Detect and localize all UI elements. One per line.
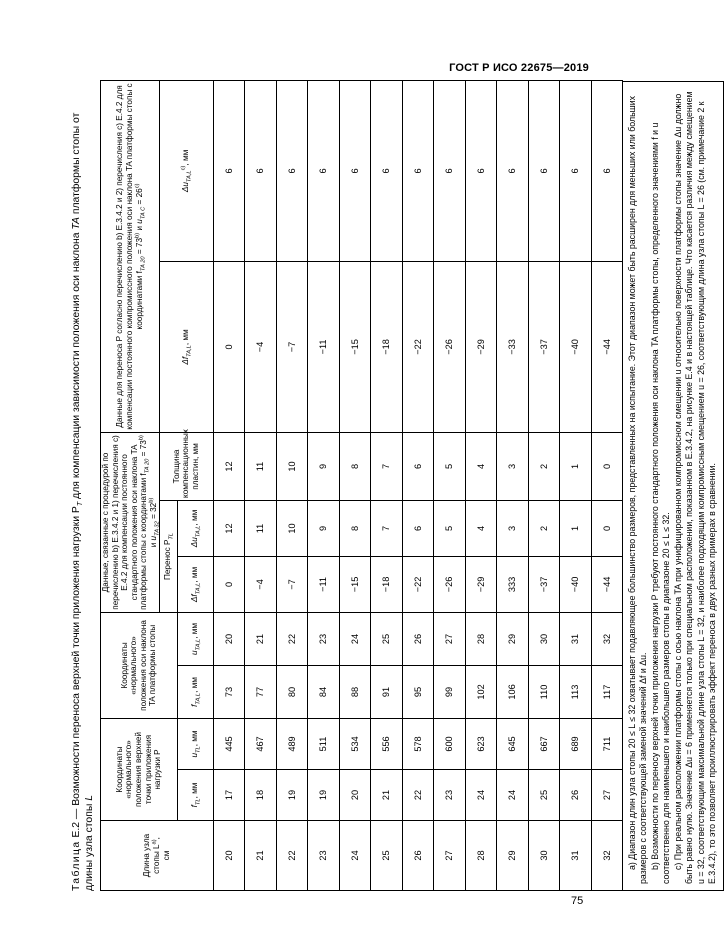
table-cell: 2: [528, 500, 560, 556]
table-cell: 24: [339, 821, 371, 891]
table-cell: 25: [528, 770, 560, 821]
data-table: [100, 80, 623, 891]
table-row: [528, 80, 560, 890]
note-a: a) Диапазон длин узла стопы 20 ≤ L ≤ 32 охватывает подавляющее большинство размеров, представленных на испытание. Этот диапазон может быть расширен для меньших или больших размеров с соответствующей заменой значений Δf и Δu.: [627, 95, 649, 884]
table-cell: 445: [213, 718, 245, 769]
table-cell: 8: [339, 500, 371, 556]
table-cell: −29: [465, 261, 497, 432]
header-alternative-group: Данные для переноса P согласно перечислению b) Е.3.4.2 и 2) перечисления c) Е.4.2 для компенсации постоянного компромиссного положения оси наклона TA платформы стопы с координатами $f_{TA 20} = 73^{b)}$ и $u_{TA C} = 26^{c)}$: [101, 80, 160, 432]
table-cell: 623: [465, 718, 497, 769]
table-cell: 3: [497, 432, 529, 500]
table-cell: 11: [245, 500, 277, 556]
table-cell: 27: [434, 612, 466, 665]
table-cell: 2: [528, 432, 560, 500]
table-cell: 578: [402, 718, 434, 769]
table-row: [402, 80, 434, 890]
table-cell: 6: [591, 80, 623, 261]
table-cell: 26: [402, 612, 434, 665]
table-cell: −11: [308, 261, 340, 432]
table-row: [213, 80, 245, 890]
table-cell: 711: [591, 718, 623, 769]
table-cell: 0: [213, 556, 245, 612]
table-cell: 9: [308, 500, 340, 556]
table-cell: 26: [402, 821, 434, 891]
table-notes: [623, 81, 724, 891]
table-cell: 467: [245, 718, 277, 769]
table-cell: 6: [339, 80, 371, 261]
table-cell: 25: [371, 612, 403, 665]
header-delta-f: $\Delta f_{TA,L}$, мм: [177, 556, 213, 612]
table-row: [465, 80, 497, 890]
table-cell: −37: [528, 556, 560, 612]
note-c: c) При реальном расположении платформы стопы с осью наклона TA при унифицированном компромиссном смещении u относительно поверхности платформы стопы значение Δu должно быть равно нулю. Значение Δu = 6 применяется только при специальном расположении, показанном в Е.3.4.2, на рисунке Е.4 и в настоящей таблице. Что касается различия между смещением u = 32, соответствующим максимальной длине узла стопы L = 32, и наиболее подходящим компромиссным смещением u = 26, соответствующим длина узла стопы L = 26 (см. примечание 2 к Е.3.4.2), то это позволяет проиллюстрировать эффект переноса в двух разных примерах в сравнении.: [672, 91, 717, 884]
table-cell: 6: [213, 80, 245, 261]
table-cell: 10: [276, 432, 308, 500]
table-cell: 117: [591, 665, 623, 718]
table-cell: 5: [434, 432, 466, 500]
table-cell: 23: [308, 612, 340, 665]
table-cell: 31: [560, 612, 592, 665]
table-cell: 600: [434, 718, 466, 769]
table-row: [371, 80, 403, 890]
header-delta-f-alt: $\Delta f_{TA,L}$, мм: [159, 261, 213, 432]
table-cell: 106: [497, 665, 529, 718]
table-cell: 25: [371, 821, 403, 891]
table-cell: 6: [497, 80, 529, 261]
table-cell: −4: [245, 556, 277, 612]
table-cell: 11: [245, 432, 277, 500]
table-cell: 6: [371, 80, 403, 261]
table-cell: 22: [276, 612, 308, 665]
table-cell: −40: [560, 261, 592, 432]
table-cell: 80: [276, 665, 308, 718]
table-cell: 0: [591, 500, 623, 556]
table-cell: 32: [591, 821, 623, 891]
table-cell: 534: [339, 718, 371, 769]
table-cell: 511: [308, 718, 340, 769]
table-cell: 91: [371, 665, 403, 718]
table-cell: −4: [245, 261, 277, 432]
header-procedure-group: Данные, связанные с процедурой по перечислению b) Е.3.4.2 и 1) перечисления c) Е.4.2 для компенсации постоянного стандартного положения оси наклона TA платформы стопы с координатами $f_{TA 20} = 73^{b)}$ и $u_{TA 32} = 32^{b)}$: [101, 432, 160, 612]
header-fTA: $f_{TA,L}$, мм: [177, 665, 213, 718]
table-cell: 20: [213, 821, 245, 891]
table-cell: 667: [528, 718, 560, 769]
header-transfer: Перенос $P_{TL}$: [159, 500, 177, 612]
header-length: Длина узла стопы $L^{a)}$, см: [101, 821, 214, 891]
table-cell: 1: [560, 432, 592, 500]
table-cell: 99: [434, 665, 466, 718]
header-uTA: $u_{TA,L}$, мм: [177, 612, 213, 665]
table-row: [497, 80, 529, 890]
table-row: [339, 80, 371, 890]
table-cell: 689: [560, 718, 592, 769]
table-cell: 6: [402, 432, 434, 500]
table-cell: 6: [308, 80, 340, 261]
table-cell: 556: [371, 718, 403, 769]
table-cell: −33: [497, 261, 529, 432]
table-cell: 17: [213, 770, 245, 821]
table-cell: 30: [528, 821, 560, 891]
table-cell: −15: [339, 556, 371, 612]
table-cell: −7: [276, 556, 308, 612]
table-cell: 95: [402, 665, 434, 718]
table-cell: −37: [528, 261, 560, 432]
table-cell: 6: [434, 80, 466, 261]
table-cell: 31: [560, 821, 592, 891]
table-row: [245, 80, 277, 890]
table-cell: 24: [497, 770, 529, 821]
table-cell: 0: [213, 261, 245, 432]
rotated-table-region: [70, 81, 717, 891]
table-row: [591, 80, 623, 890]
table-cell: 7: [371, 500, 403, 556]
note-b: b) Возможности по переносу верхней точки приложения нагрузки P требуют постоянного стандартного положения оси наклона TA платформы стопы, определенного значениями f и u соответственно для наименьшего и наибольшего размеров стопы в диапазоне 20 ≤ L ≤ 32.: [649, 122, 672, 884]
table-cell: 10: [276, 500, 308, 556]
table-cell: 20: [213, 612, 245, 665]
table-cell: −44: [591, 261, 623, 432]
table-cell: 5: [434, 500, 466, 556]
table-cell: 88: [339, 665, 371, 718]
table-cell: 6: [402, 80, 434, 261]
table-cell: 113: [560, 665, 592, 718]
header-fTL: $f_{TL}$, мм: [177, 770, 213, 821]
table-cell: −44: [591, 556, 623, 612]
table-cell: 6: [276, 80, 308, 261]
table-cell: 3: [497, 500, 529, 556]
table-cell: 22: [276, 821, 308, 891]
table-row: [276, 80, 308, 890]
table-cell: 23: [434, 770, 466, 821]
table-caption: Таблица Е.2 — Возможности переноса верхней точки приложения нагрузки $P_T$ для компенсации зависимости положения оси наклона TA платформы стопы от длины узла стопы L: [71, 112, 95, 891]
table-cell: 9: [308, 432, 340, 500]
table-row: [560, 80, 592, 890]
standard-header: ГОСТ Р ИСО 22675—2019: [449, 62, 589, 74]
table-cell: 20: [339, 770, 371, 821]
table-cell: 24: [339, 612, 371, 665]
table-cell: 489: [276, 718, 308, 769]
table-cell: 29: [497, 821, 529, 891]
table-cell: 21: [245, 612, 277, 665]
table-cell: 24: [465, 770, 497, 821]
header-delta-u-alt: $\Delta u_{TA,L}^{c)}$, мм: [159, 80, 213, 261]
table-cell: 4: [465, 432, 497, 500]
table-cell: 21: [371, 770, 403, 821]
table-cell: 6: [245, 80, 277, 261]
header-uTL: $u_{TL}$, мм: [177, 718, 213, 769]
table-cell: 0: [591, 432, 623, 500]
table-cell: 30: [528, 612, 560, 665]
table-cell: −40: [560, 556, 592, 612]
table-cell: −11: [308, 556, 340, 612]
table-cell: 19: [276, 770, 308, 821]
table-cell: 6: [465, 80, 497, 261]
table-cell: 26: [560, 770, 592, 821]
table-cell: 1: [560, 500, 592, 556]
table-cell: 110: [528, 665, 560, 718]
table-cell: 12: [213, 432, 245, 500]
table-row: [308, 80, 340, 890]
table-cell: −18: [371, 261, 403, 432]
table-cell: 6: [528, 80, 560, 261]
table-cell: 6: [402, 500, 434, 556]
table-cell: −22: [402, 556, 434, 612]
table-cell: 84: [308, 665, 340, 718]
table-cell: 18: [245, 770, 277, 821]
table-cell: −7: [276, 261, 308, 432]
table-cell: 73: [213, 665, 245, 718]
table-cell: −26: [434, 261, 466, 432]
table-cell: −26: [434, 556, 466, 612]
table-cell: 4: [465, 500, 497, 556]
table-cell: −29: [465, 556, 497, 612]
table-cell: 8: [339, 432, 371, 500]
table-cell: 77: [245, 665, 277, 718]
table-row: [434, 80, 466, 890]
header-delta-u: $\Delta u_{TA,L}$, мм: [177, 500, 213, 556]
table-cell: 6: [560, 80, 592, 261]
table-cell: 21: [245, 821, 277, 891]
table-cell: 27: [434, 821, 466, 891]
table-cell: 7: [371, 432, 403, 500]
table-cell: −22: [402, 261, 434, 432]
header-axis-group: Координаты «нормального» положения оси наклона TA платформы стопы: [101, 612, 178, 718]
header-thickness: Толщина компенсационных пластин, мм: [159, 432, 213, 500]
table-cell: 23: [308, 821, 340, 891]
header-coord-group: Координаты «нормального» положения верхней точки приложения нагрузки P: [101, 718, 178, 820]
table-cell: 28: [465, 821, 497, 891]
table-cell: 12: [213, 500, 245, 556]
table-cell: −15: [339, 261, 371, 432]
table-cell: 645: [497, 718, 529, 769]
table-cell: 22: [402, 770, 434, 821]
table-cell: 102: [465, 665, 497, 718]
table-cell: 28: [465, 612, 497, 665]
table-cell: 32: [591, 612, 623, 665]
table-cell: 29: [497, 612, 529, 665]
page-number: 75: [571, 895, 584, 907]
table-cell: 27: [591, 770, 623, 821]
table-cell: −18: [371, 556, 403, 612]
table-cell: 19: [308, 770, 340, 821]
table-cell: 333: [497, 556, 529, 612]
